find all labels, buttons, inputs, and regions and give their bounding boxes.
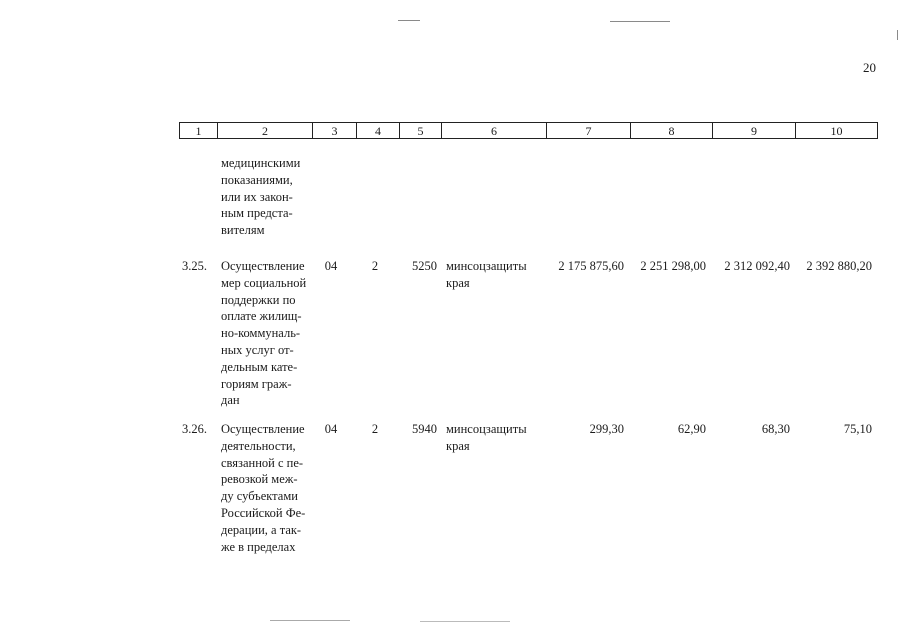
- text-line: мер социальной: [221, 275, 307, 290]
- column-header: 5: [399, 123, 441, 138]
- amount-col-9: 68,30: [761, 422, 790, 436]
- text-line: оплате жилищ-: [221, 309, 302, 324]
- responsible-body: минсоцзащиты края: [446, 422, 527, 453]
- text-line: вителям: [221, 223, 265, 238]
- text-line: деятельности,: [221, 438, 296, 453]
- text-line: ревозкой меж-: [221, 472, 298, 487]
- scan-artifact: [398, 20, 420, 21]
- subsection-code: 2: [371, 259, 379, 273]
- column-header: 10: [795, 123, 877, 138]
- amount-col-10: 75,10: [843, 422, 872, 436]
- text-line: или их закон-: [221, 189, 293, 204]
- row-number: 3.26.: [182, 422, 207, 436]
- column-header: 8: [630, 123, 712, 138]
- scan-artifact: [420, 621, 510, 622]
- row-name-cell: [221, 421, 307, 555]
- amount-col-10: 2 392 880,20: [806, 259, 872, 273]
- column-header: 4: [356, 123, 399, 138]
- text-line: ным предста-: [221, 206, 293, 221]
- table-header-row: [179, 122, 878, 139]
- text-line: же в пределах: [221, 539, 296, 554]
- column-header: 9: [712, 123, 795, 138]
- subsection-code: 2: [371, 422, 379, 436]
- column-header: 6: [441, 123, 546, 138]
- scan-artifact: [270, 620, 350, 621]
- item-code: 5250: [412, 259, 437, 273]
- text-line: медицинскими: [221, 156, 301, 170]
- section-code: 04: [324, 422, 338, 436]
- text-line: показаниями,: [221, 172, 293, 187]
- text-line: но-коммуналь-: [221, 326, 301, 341]
- text-line: ных услуг от-: [221, 342, 294, 357]
- text-line: связанной с пе-: [221, 455, 304, 470]
- row-number: 3.25.: [182, 259, 207, 273]
- section-code: 04: [324, 259, 338, 273]
- scan-artifact: [897, 30, 898, 40]
- text-line: Осуществление: [221, 422, 305, 436]
- scan-artifact: [610, 21, 670, 22]
- column-header: 3: [312, 123, 356, 138]
- item-code: 5940: [412, 422, 437, 436]
- amount-col-7: 2 175 875,60: [558, 259, 624, 273]
- page-number: 20: [863, 60, 876, 75]
- column-header: 1: [195, 124, 202, 138]
- amount-col-9: 2 312 092,40: [724, 259, 790, 273]
- text-line: гориям граж-: [221, 376, 292, 391]
- continuation-name-cell: [221, 155, 307, 239]
- text-line: дерации, а так-: [221, 522, 302, 537]
- column-header: 7: [546, 123, 630, 138]
- responsible-body: минсоцзащиты края: [446, 259, 527, 290]
- amount-col-8: 2 251 298,00: [640, 259, 706, 273]
- amount-col-8: 62,90: [677, 422, 706, 436]
- text-line: дан: [221, 393, 240, 408]
- text-line: ду субъектами: [221, 489, 298, 504]
- text-line: Осуществление: [221, 259, 305, 273]
- amount-col-7: 299,30: [589, 422, 624, 436]
- text-line: поддержки по: [221, 292, 296, 307]
- column-header: 2: [217, 123, 312, 138]
- text-line: дельным кате-: [221, 359, 298, 374]
- row-name-cell: [221, 258, 307, 409]
- text-line: Российской Фе-: [221, 505, 306, 520]
